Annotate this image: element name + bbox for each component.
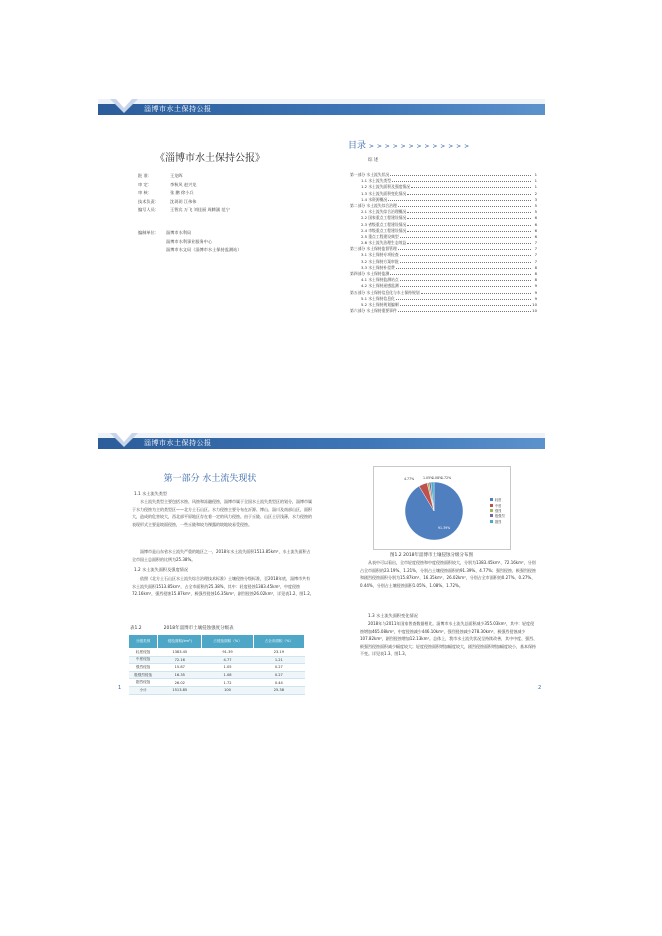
toc-item-label: 3.2 水土保持方案审批: [361, 258, 399, 264]
chevron-inner-icon: [116, 99, 132, 108]
pie-data-label: 1.08%: [432, 476, 443, 480]
toc-item-label: 2.1 水土流失综合治理概况: [361, 209, 407, 215]
toc-intro: 综 述: [368, 158, 379, 163]
toc-item-page: 1: [534, 178, 537, 184]
pie-data-label: 91.39%: [438, 526, 451, 530]
header-title: 淄博市水土保持公报: [144, 105, 212, 113]
toc-item-page: 1: [534, 184, 537, 190]
toc-leader-dots: [411, 183, 531, 188]
legend-entry: [490, 519, 505, 524]
table-cell: 4.77: [202, 656, 253, 664]
toc-leader-dots: [390, 270, 531, 275]
table-cell: 0.44: [253, 679, 304, 687]
toc-item-label: 1.4 水资源概况: [361, 196, 388, 202]
legend-swatch-icon: [490, 504, 493, 507]
org-label: 编制单位：: [138, 230, 159, 235]
toc-item-page: 8: [534, 271, 537, 276]
toc-item-label: 第五部分 水土保持信息化与水土保持规划: [350, 289, 420, 295]
toc-leader-dots: [396, 295, 531, 300]
toc-leader-dots: [396, 264, 531, 269]
report-content-spread: [98, 433, 545, 716]
table-caption: 表1.2 2018年淄博市土壤侵蚀强度分级表: [130, 626, 234, 631]
table-row: [129, 671, 305, 679]
paragraph: 2018年与2011年国家普查数据相比，淄博市水土流失总面积减少355.03km²，其中：轻度侵蚀增加465.08km²，中度侵蚀减少446.10km²，强烈侵蚀减少278.30km²，极强烈侵蚀减少107.82km²，剧烈侵蚀增加12.13km²。总体上，我市水土流失状况呈持续改善，其中中度、强烈、极强烈侵蚀面积减少幅度较大；轻度侵蚀面积增加幅度较大，剧烈侵蚀面积增加幅度较小，基本保持不变。详见表1.3、图1.3。: [360, 621, 538, 657]
toc-leader-dots: [398, 307, 531, 312]
legend-swatch-icon: [490, 498, 493, 501]
legend-label: 剧烈: [495, 519, 502, 524]
toc-item-label: 2.3 省级重点工程建设情况: [361, 221, 407, 227]
toc-item-page: 6: [534, 215, 537, 221]
column-header: 占全市面积（%）: [253, 635, 304, 649]
pie-data-label: 1.72%: [441, 476, 452, 480]
toc-leader-dots: [400, 301, 531, 306]
toc-leader-dots: [400, 251, 531, 256]
chart-legend: [490, 497, 505, 524]
legend-swatch-icon: [490, 514, 493, 517]
column-header: 侵蚀面积(km²): [158, 635, 202, 649]
toc-item-label: 第三部分 水土保持监督管理: [350, 246, 397, 252]
credit-row: 审 核： 张 鹏 徐小兵: [138, 190, 194, 196]
toc-item-label: 第六部分 水土保持重要事件: [350, 308, 397, 314]
toc-leader-dots: [407, 221, 531, 226]
toc-item-page: 10: [532, 308, 537, 314]
report-cover-spread: [98, 99, 545, 386]
toc-item-page: 10: [532, 301, 537, 307]
section-heading: 1.3 水土流失面积变化情况: [368, 613, 418, 618]
table-cell: 0.27: [253, 664, 304, 672]
table-row: [129, 664, 305, 672]
table-cell: 15.87: [158, 664, 202, 672]
table-cell: 72.16: [158, 656, 202, 664]
page-number-left: 1: [118, 685, 122, 691]
toc-list: [350, 171, 537, 313]
toc-item-page: 5: [534, 202, 537, 208]
table-cell: 1.05: [202, 664, 253, 672]
legend-swatch-icon: [490, 520, 493, 523]
table-cell: 强烈侵蚀: [129, 664, 158, 672]
table-cell: 16.35: [158, 671, 202, 679]
toc-item-label: 3.3 水土保持补偿费: [361, 264, 395, 270]
toc-item-page: 9: [534, 295, 537, 301]
toc-leader-dots: [407, 239, 531, 244]
toc-item-page: 2: [534, 190, 537, 196]
erosion-table: [128, 634, 305, 695]
toc-item-label: 4.2 水土保持遥感监测: [361, 283, 399, 289]
toc-item[interactable]: [350, 307, 537, 313]
table-cell: 中度侵蚀: [129, 656, 158, 664]
table-cell: 剧烈侵蚀: [129, 679, 158, 687]
table-cell: 1.21: [253, 656, 304, 664]
column-header: 占侵蚀面积（%）: [202, 635, 253, 649]
toc-item-label: 2.6 水土流失治理生态效益: [361, 240, 407, 246]
table-cell: 小计: [129, 686, 158, 694]
toc-item-page: 8: [534, 277, 537, 283]
toc-leader-dots: [392, 177, 531, 182]
credit-row: 批 准： 王龙晖: [138, 173, 183, 178]
pie-data-label: 4.77%: [404, 477, 415, 481]
table-cell: 1383.45: [158, 649, 202, 657]
toc-leader-dots: [407, 190, 531, 195]
toc-item-label: 5.1 水土保持信息化: [361, 295, 395, 301]
toc-item-label: 2.4 市级重点工程建设情况: [361, 227, 407, 233]
toc-leader-dots: [407, 227, 531, 232]
toc-item-label: 第一部分 水土流失状况: [350, 172, 390, 177]
toc-item-label: 1.2 水土流失面积及强度情况: [361, 184, 411, 190]
toc-item-page: 7: [534, 258, 537, 264]
table-row: [129, 649, 305, 657]
toc-leader-dots: [400, 233, 531, 238]
toc-item-label: 5.2 水土保持规划编制: [361, 301, 399, 307]
table-cell: 23.19: [253, 649, 304, 657]
table-cell: 26.02: [158, 679, 202, 687]
organization-block: [138, 229, 241, 255]
table-row: [129, 686, 305, 694]
part-title: 第一部分 水土流失现状: [163, 474, 257, 484]
table-cell: 100: [202, 686, 253, 694]
toc-item-label: 2.5 重点工程建设典型: [361, 233, 399, 239]
toc-item-page: 7: [534, 252, 537, 258]
table-cell: 91.39: [202, 649, 253, 657]
toc-item-label: 4.1 水土保持监测站点: [361, 277, 399, 283]
toc-item-label: 2.2 国家重点工程建设情况: [361, 215, 407, 221]
table-header-row: [129, 635, 305, 649]
credit-row: 审 定： 李秋风 赵兴龙: [138, 181, 197, 187]
toc-leader-dots: [400, 276, 531, 281]
table-cell: 轻度侵蚀: [129, 649, 158, 657]
legend-label: 极强烈: [495, 514, 505, 519]
table-cell: 25.38: [253, 686, 304, 694]
paragraph: 水土流失类型主要包括水蚀、风蚀和冻融侵蚀，淄博市属于全国水土流失类型区的划分，淄博市属于水力侵蚀为主的类型区——北方土石山区。水力侵蚀主要分布在沂源、博山、淄川及南部山区，面积大，造成的危害较大，西北部平原地区存在着一定的风力侵蚀。由于丘陵、山区土层浅薄，水力侵蚀的表现形式主要是坡面侵蚀，一些丘陵和较为裸露的坡地较易受侵蚀。: [132, 499, 312, 527]
page-number-right: 2: [538, 685, 542, 691]
toc-item-page: 1: [534, 172, 537, 177]
toc-item-page: 3: [534, 196, 537, 202]
toc-arrows: > > > > > > > > > > > > >: [368, 143, 470, 150]
toc-leader-dots: [400, 282, 531, 287]
org-name: 淄博市水利局: [166, 230, 192, 235]
toc-leader-dots: [421, 289, 531, 294]
section-heading: 1.2 水土流失面积及强度情况: [134, 567, 189, 572]
legend-label: 中度: [495, 503, 502, 508]
legend-label: 强烈: [495, 508, 502, 513]
table-cell: 0.27: [253, 671, 304, 679]
toc-item-label: 第二部分 水土流失综合治理: [350, 202, 397, 208]
toc-leader-dots: [390, 171, 531, 176]
toc-leader-dots: [398, 245, 531, 250]
toc-item-label: 1.3 水土流失面积变化情况: [361, 190, 407, 196]
table-row: [129, 656, 305, 664]
toc-item-page: 9: [534, 289, 537, 295]
toc-leader-dots: [398, 202, 531, 207]
toc-item-page: 5: [534, 209, 537, 215]
column-header: 分级类别: [129, 635, 158, 649]
toc-item-page: 9: [534, 283, 537, 289]
toc-item-page: 6: [534, 221, 537, 227]
toc-leader-dots: [388, 196, 531, 201]
toc-item-label: 3.1 水土保持专项检查: [361, 252, 399, 258]
table-cell: 极强烈侵蚀: [129, 671, 158, 679]
table-cell: 1.08: [202, 671, 253, 679]
pie-data-label: 1.05%: [423, 476, 434, 480]
table-cell: 1.72: [202, 679, 253, 687]
org-name: 淄博市水文局（淄博市水土保持监测站）: [166, 247, 242, 253]
toc-item-label: 1.1 水土流失类型: [361, 178, 392, 184]
org-name: 淄博市水利事业服务中心: [166, 238, 213, 244]
legend-swatch-icon: [490, 509, 493, 512]
paragraph: 淄博市是山东省水土流失严重的地区之一，2018年水土流失面积1513.85km²，水土流失面积占全市国土总面积的比例为25.38%。: [132, 549, 311, 562]
toc-item-label: 第四部分 水土保持监测: [350, 271, 390, 276]
chevron-inner-icon: [116, 433, 132, 442]
toc-leader-dots: [407, 214, 531, 219]
toc-item-page: 8: [534, 264, 537, 270]
legend-label: 轻度: [495, 498, 502, 503]
figure-caption: 图1.2 2018年淄博市土壤侵蚀分级分布图: [390, 553, 474, 558]
toc-leader-dots: [407, 208, 531, 213]
toc-item-page: 6: [534, 233, 537, 239]
toc-item-page: 6: [534, 227, 537, 233]
document-title: 《淄博市水土保持公报》: [155, 153, 265, 164]
toc-leader-dots: [400, 258, 531, 263]
table-cell: 1513.85: [158, 686, 202, 694]
paragraph: 从表中可以看出，全市轻度侵蚀和中度侵蚀面积较大，分别为1383.45km²、72.16km²，分别占全市面积的23.19%、1.21%，分别占土壤侵蚀面积的91.39%、4.77%；强烈侵蚀、极强烈侵蚀和剧烈侵蚀面积分别为15.87km²、16.35km²、26.02km²，分别占全市面积的0.27%、0.27%、0.44%，分别占土壤侵蚀面积1.05%、1.08%、1.72%。: [360, 560, 536, 588]
toc-item-page: 7: [534, 246, 537, 252]
header-title: 淄博市水土保持公报: [144, 439, 212, 447]
toc-item-page: 7: [534, 240, 537, 246]
table-row: [129, 679, 305, 687]
section-heading: 1.1 水土流失类型: [134, 491, 168, 496]
credit-row: 编写人员： 王智宾 万飞 刘佳丽 周腾溺 范宁: [138, 207, 230, 213]
paragraph: 依照《北方土石山区水土流失综合治理技术标准》土壤侵蚀分级标准，至2018年底，淄博市共有水土流失面积1513.85km²，占全市面积的25.38%，其中：轻度侵蚀1383.45km²，中度侵蚀72.16km²，强烈侵蚀15.87km²，极强烈侵蚀16.35km²，剧烈侵蚀26.02km²，详见表1.2、图1.2。: [132, 576, 314, 597]
toc-title: 目录 > > > > > > > > > > > > >: [348, 141, 470, 151]
pie-chart: [373, 466, 511, 550]
credits-list: [138, 172, 230, 215]
credit-row: 技术负责： 沈玥玥 江伟伟: [138, 198, 197, 204]
